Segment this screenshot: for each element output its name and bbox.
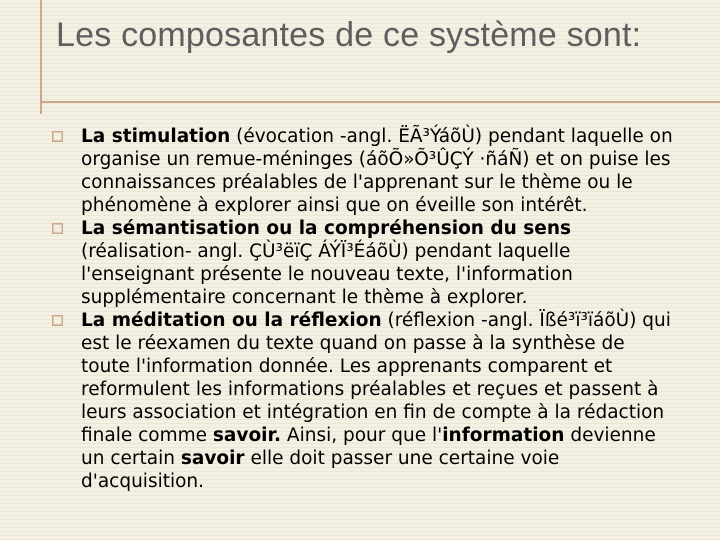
- bullet-list: [48, 125, 676, 493]
- item-text: (réalisation- angl. ÇÙ³ëïÇ ÁÝÏ³ÉáõÙ) pendant laquelle l'enseignant présente le nouveau texte, l'information supplémentaire concernant le thème à explorer.: [81, 241, 573, 308]
- item-bold-information: information: [442, 425, 565, 446]
- item-text: (réflexion -angl. Ïßé³ï³ïáõÙ) qui est le réexamen du texte quand on passe à la synthèse de toute l'information donnée. Les apprenants comparent et reformulent les informations préalables et reçues et passent à leurs association et intégration en fin de compte à la rédaction finale comme: [81, 310, 671, 446]
- item-text: devienne un certain: [81, 425, 656, 469]
- bullet-item-semantisation: [48, 217, 676, 309]
- item-text: elle doit passer une certaine voie d'acquisition.: [81, 448, 560, 492]
- bullet-item-meditation: [48, 309, 676, 493]
- horizontal-accent-rule: [42, 101, 720, 103]
- vertical-accent-rule: [40, 0, 42, 114]
- item-bold-savoir: savoir: [180, 448, 245, 469]
- item-lead: La sémantisation ou la compréhension du sens: [81, 218, 571, 239]
- hollow-square-bullet-icon: [52, 223, 63, 234]
- item-lead: La méditation ou la réflexion: [81, 310, 382, 331]
- item-text: (évocation -angl. ËÃ³ÝáõÙ) pendant laquelle on organise un remue-méninges (áõÕ»Õ³ÛÇÝ ·ñáÑ) et on puise les connaissances préalables de l'apprenant sur le thème ou le phénomène à explorer ainsi que on éveille son intérêt.: [81, 126, 673, 216]
- hollow-square-bullet-icon: [52, 131, 63, 142]
- item-bold-savoir: savoir.: [212, 425, 282, 446]
- hollow-square-bullet-icon: [52, 315, 63, 326]
- item-text: Ainsi, pour que l': [281, 425, 443, 446]
- slide-title: Les composantes de ce système sont:: [56, 16, 642, 54]
- item-lead: La stimulation: [81, 126, 231, 147]
- bullet-item-stimulation: [48, 125, 676, 217]
